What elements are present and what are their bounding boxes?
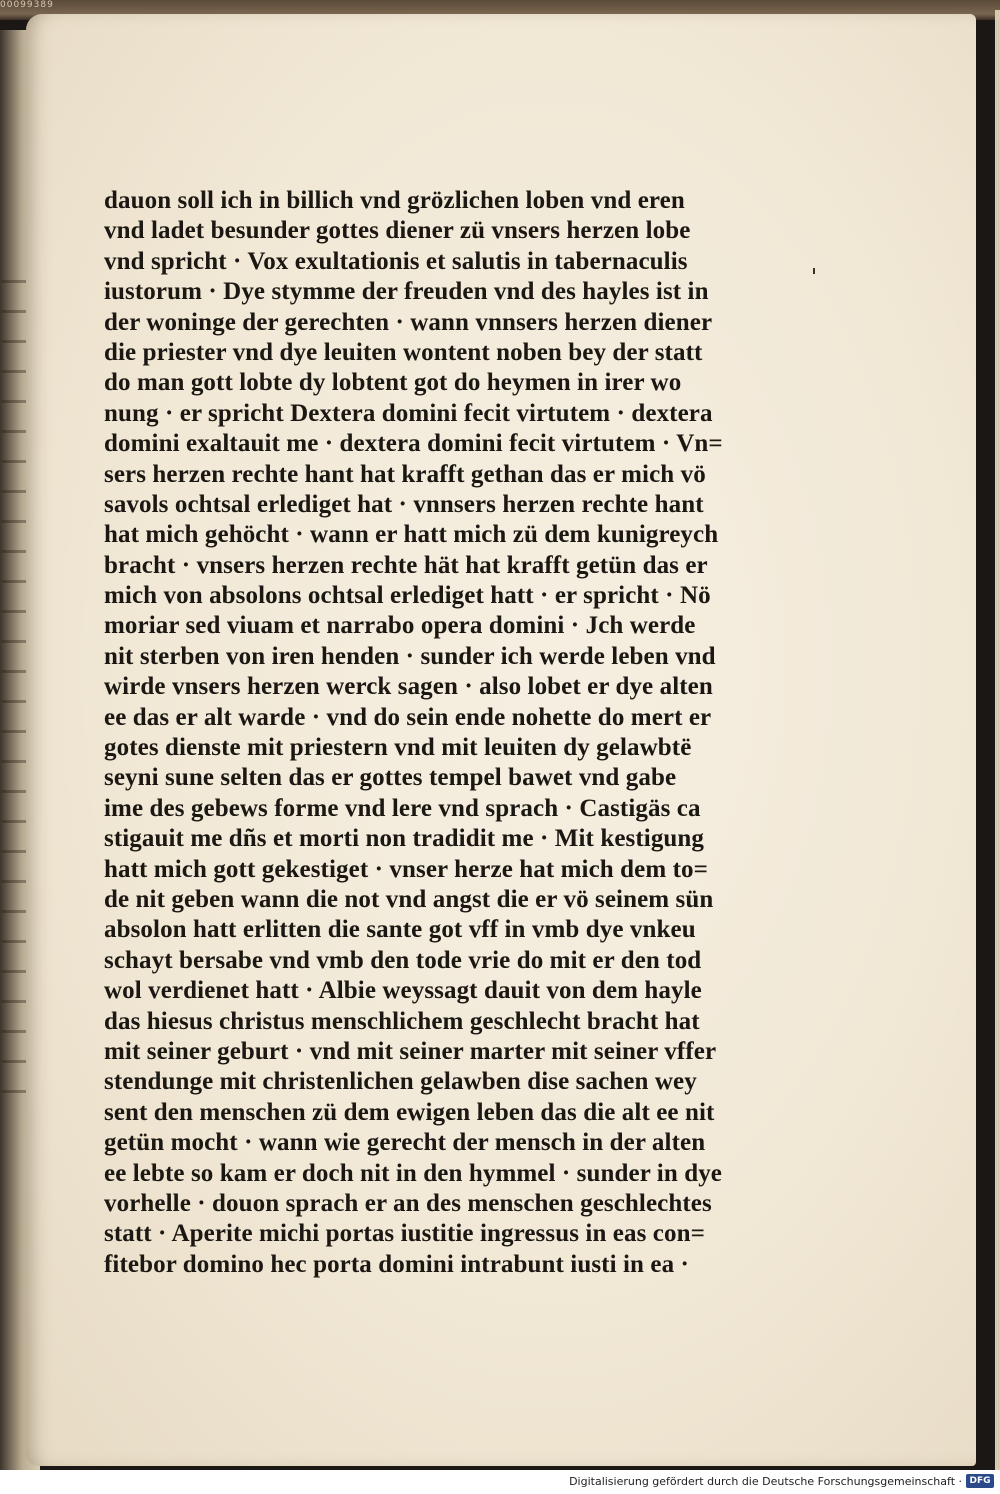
digitization-footer	[0, 1470, 1000, 1494]
text-line: das hiesus christus menschlichem geschlecht bracht hat	[104, 1007, 700, 1035]
text-line: nung · er spricht Dextera domini fecit virtutem · dextera	[104, 399, 713, 427]
margin-ink-mark	[813, 268, 815, 274]
text-line: fitebor domino hec porta domini intrabunt iusti in ea ·	[104, 1250, 689, 1278]
text-line: hat mich gehöcht · wann er hatt mich zü dem kunigreych	[104, 521, 719, 549]
page-edges-stack	[995, 10, 1000, 1470]
text-line: de nit geben wann die not vnd angst die er vö seinem sün	[104, 885, 714, 913]
text-line: bracht · vnsers herzen rechte hät hat krafft getün das er	[104, 551, 708, 579]
text-line: ime des gebews forme vnd lere vnd sprach · Castigäs ca	[104, 794, 701, 822]
text-line: iustorum · Dye stymme der freuden vnd des hayles ist in	[104, 278, 709, 306]
text-line: die priester vnd dye leuiten wontent noben bey der statt	[104, 338, 703, 366]
text-line: seyni sune selten das er gottes tempel bawet vnd gabe	[104, 764, 677, 792]
text-line: ee das er alt warde · vnd do sein ende nohette do mert er	[104, 703, 712, 731]
text-line: savols ochtsal erlediget hat · vnnsers herzen rechte hant	[104, 490, 704, 518]
dfg-logo-icon: DFG	[966, 1474, 994, 1488]
text-line: nit sterben von iren henden · sunder ich werde leben vnd	[104, 642, 716, 670]
text-line: domini exaltauit me · dextera domini fecit virtutem · Vn=	[104, 430, 723, 458]
text-line: sent den menschen zü dem ewigen leben das die alt ee nit	[104, 1098, 715, 1126]
text-line: der woninge der gerechten · wann vnnsers herzen diener	[104, 308, 713, 336]
text-line: absolon hatt erlitten die sante got vff in vmb dye vnkeu	[104, 916, 696, 944]
text-line: wirde vnsers herzen werck sagen · also lobet er dye alten	[104, 673, 713, 701]
text-line: vnd spricht · Vox exultationis et salutis in tabernaculis	[104, 247, 688, 275]
funding-credit: Digitalisierung gefördert durch die Deutsche Forschungsgemeinschaft ·	[569, 1475, 962, 1488]
text-line: vorhelle · douon sprach er an des menschen geschlechtes	[104, 1189, 712, 1217]
text-line: stendunge mit christenlichen gelawben dise sachen wey	[104, 1068, 697, 1096]
text-line: moriar sed viuam et narrabo opera domini · Jch werde	[104, 612, 696, 640]
text-line: dauon soll ich in billich vnd grözlichen loben vnd eren	[104, 187, 685, 214]
text-line: vnd ladet besunder gottes diener zü vnsers herzen lobe	[104, 217, 691, 245]
text-line: ee lebte so kam er doch nit in den hymmel · sunder in dye	[104, 1159, 723, 1187]
text-line: gotes dienste mit priestern vnd mit leuiten dy gelawbtë	[104, 734, 692, 762]
book-page	[26, 14, 976, 1466]
text-line: mit seiner geburt · vnd mit seiner marter mit seiner vffer	[104, 1037, 717, 1065]
text-line: statt · Aperite michi portas iustitie ingressus in eas con=	[104, 1220, 705, 1248]
text-line: getün mocht · wann wie gerecht der mensch in der alten	[104, 1129, 706, 1157]
text-line: wol verdienet hatt · Albie weyssagt dauit von dem hayle	[104, 977, 702, 1005]
page-text-block	[104, 186, 744, 1280]
text-line: sers herzen rechte hant hat krafft gethan das er mich vö	[104, 460, 706, 488]
text-line: schayt bersabe vnd vmb den tode vrie do mit er den tod	[104, 946, 702, 974]
text-line: stigauit me dñs et morti non tradidit me · Mit kestigung	[104, 825, 705, 853]
text-line: mich von absolons ochtsal erlediget hatt · er spricht · Nö	[104, 582, 711, 610]
text-line: do man gott lobte dy lobtent got do heymen in irer wo	[104, 369, 682, 397]
reference-code: 00099389	[0, 0, 54, 10]
text-line: hatt mich gott gekestiget · vnser herze hat mich dem to=	[104, 855, 708, 883]
